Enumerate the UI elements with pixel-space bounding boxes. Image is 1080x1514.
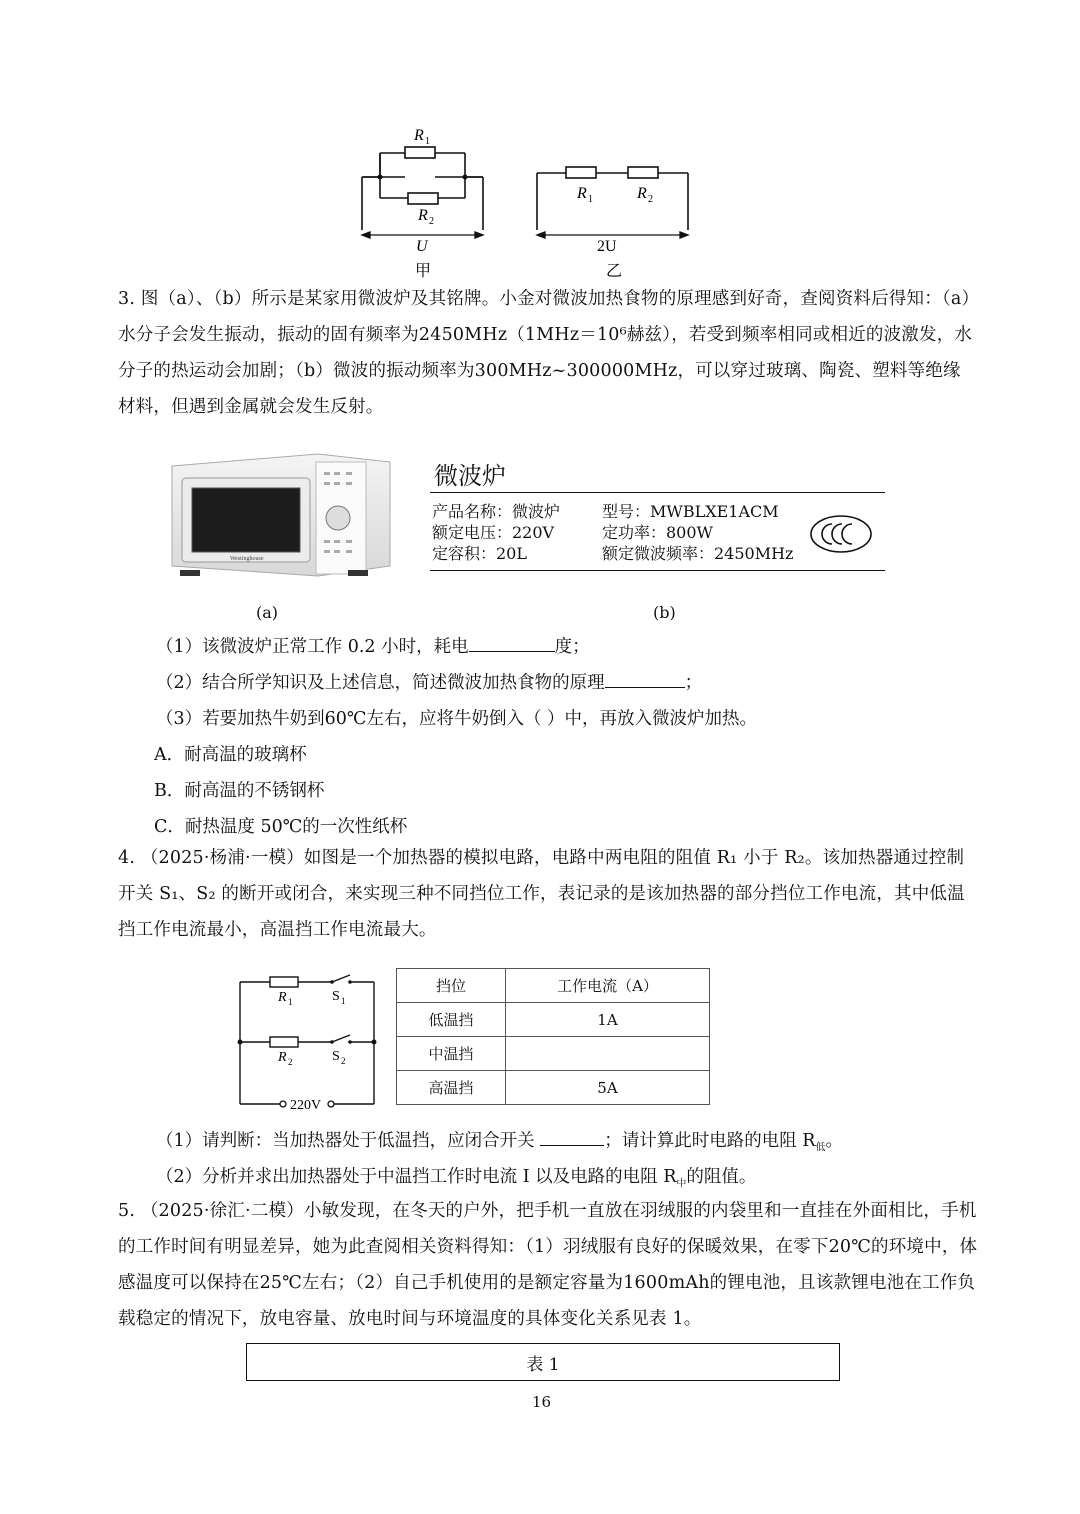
label-r1-left-sub: 1 <box>425 136 430 147</box>
table-header-row <box>397 969 710 1003</box>
table-row <box>397 1037 710 1071</box>
resistor-r1-left <box>405 147 435 158</box>
label-r2-left-sub: 2 <box>429 216 434 227</box>
page-number: 16 <box>532 1393 552 1411</box>
caption-b: (b) <box>653 603 676 622</box>
nameplate-top-rule <box>430 492 885 493</box>
q3-option-a[interactable]: A．耐高温的玻璃杯 <box>154 745 307 765</box>
table-1-title: 表 1 <box>526 1354 560 1375</box>
heater-label-r2: R <box>278 1050 287 1065</box>
q5-text: 5. （2025·徐汇·二模）小敏发现，在冬天的户外，把手机一直放在羽绒服的内袋里和一直挂在外面相比，手机的工作时间有明显差异，她为此查阅相关资料得知：（1）羽绒服有良好的保暖效果，在零下20℃的环境中，体感温度可以保持在25℃左右；（2）自己手机使用的是额定容量为1600mAh的锂电池，且该款锂电池在工作负载稳定的情况下，放电容量、放电时间与环境温度的具体变化关系见表 1。 <box>118 1201 978 1329</box>
q4-sub1-text2: ；请计算此时电路的电阻 R <box>604 1131 816 1151</box>
q4-sub1-blank[interactable] <box>540 1129 604 1146</box>
q4-sub1-text: （1）请判断：当加热器处于低温挡，应闭合开关 <box>156 1131 535 1151</box>
q4-sub1-end: 。 <box>825 1131 843 1151</box>
table-header-cell: 工作电流（A） <box>506 969 710 1003</box>
heater-label-s1-sub: 1 <box>341 996 346 1006</box>
label-voltage-right: 2U <box>597 238 617 255</box>
nameplate-model: 型号：MWBLXE1ACM <box>602 502 779 521</box>
nameplate-bottom-rule <box>430 570 885 571</box>
heater-label-r1: R <box>278 990 287 1005</box>
caption-right: 乙 <box>606 263 623 280</box>
q3-sub2-text: （2）结合所学知识及上述信息，简述微波加热食物的原理 <box>156 673 605 693</box>
nameplate-frequency: 额定微波频率：2450MHz <box>602 544 794 563</box>
label-r1-right: R <box>577 185 587 202</box>
nameplate-title: 微波炉 <box>434 462 506 490</box>
heater-label-s1: S <box>332 989 340 1004</box>
table-cell: 低温挡 <box>397 1003 506 1037</box>
q3-sub3: （3）若要加热牛奶到60℃左右，应将牛奶倒入（ ）中，再放入微波炉加热。 <box>156 709 758 729</box>
table-cell: 5A <box>506 1071 710 1105</box>
table-row <box>397 1003 710 1037</box>
q4-sub2-end: 的阻值。 <box>686 1167 757 1187</box>
table-cell: 中温挡 <box>397 1037 506 1071</box>
resistor-r1-right <box>566 167 596 178</box>
heater-label-r2-sub: 2 <box>288 1057 293 1067</box>
nameplate-power: 定功率：800W <box>602 523 713 542</box>
q4-sub2-sub: 中 <box>676 1178 687 1190</box>
resistor-r2-left <box>408 193 438 204</box>
terminal-right <box>328 1101 334 1107</box>
q3-option-b[interactable]: B．耐高温的不锈钢杯 <box>154 781 325 801</box>
q3-sub1-text: （1）该微波炉正常工作 0.2 小时，耗电 <box>156 637 469 657</box>
q3-sub2-blank[interactable] <box>605 671 685 688</box>
q4-sub2-text: （2）分析并求出加热器处于中温挡工作时电流 I 以及电路的电阻 R <box>156 1167 677 1187</box>
q3-sub1 <box>156 633 590 658</box>
q4-sub2 <box>156 1163 756 1190</box>
heater-current-table <box>396 968 710 1105</box>
table-row <box>397 1071 710 1105</box>
label-r1-right-sub: 1 <box>588 194 593 205</box>
label-r2-left: R <box>418 207 428 224</box>
heater-label-s2: S <box>332 1049 340 1064</box>
table-cell: 1A <box>506 1003 710 1037</box>
q3-text: 3. 图（a）、（b）所示是某家用微波炉及其铭牌。小金对微波加热食物的原理感到好奇，查阅资料后得知：（a）水分子会发生振动，振动的固有频率为2450MHz（1MHz＝10⁶赫兹），若受到频率相同或相近的波激发，水分子的热运动会加剧；（b）微波的振动频率为300MHz~300000MHz，可以穿过玻璃、陶瓷、塑料等绝缘材料，但遇到金属就会发生反射。 <box>118 289 973 417</box>
series-circuit <box>537 173 688 230</box>
microwave-brand: Westinghouse <box>230 556 264 562</box>
table-header-cell: 挡位 <box>397 969 506 1003</box>
heater-label-s2-sub: 2 <box>341 1056 346 1066</box>
nameplate-volume: 定容积：20L <box>432 544 527 563</box>
label-r1-left: R <box>414 127 424 144</box>
q3-sub2 <box>156 669 702 694</box>
heater-resistor-r2 <box>270 1037 298 1047</box>
heater-label-r1-sub: 1 <box>288 997 293 1007</box>
q3-sub1-blank[interactable] <box>469 635 555 652</box>
q3-option-c[interactable]: C．耐热温度 50℃的一次性纸杯 <box>154 817 408 837</box>
label-r2-right: R <box>637 185 647 202</box>
label-r2-right-sub: 2 <box>648 194 653 205</box>
caption-a: (a) <box>256 603 279 622</box>
terminal-left <box>280 1101 286 1107</box>
microwave-nameplate <box>430 452 885 577</box>
heater-label-source: 220V <box>290 1098 322 1113</box>
heater-circuit <box>232 972 382 1114</box>
table-1-title-box <box>246 1343 840 1381</box>
q4-sub1 <box>156 1127 843 1154</box>
caption-left: 甲 <box>415 263 432 280</box>
nameplate-voltage: 额定电压：220V <box>432 523 555 542</box>
q3-sub2-end: ； <box>684 673 703 693</box>
nameplate-product: 产品名称：微波炉 <box>432 502 561 521</box>
top-circuit-figure <box>350 120 710 280</box>
q4-sub1-sub: 低 <box>815 1142 826 1154</box>
resistor-r2-right <box>628 167 658 178</box>
q4-text: 4. （2025·杨浦·一模）如图是一个加热器的模拟电路，电路中两电阻的阻值 R₁ 小于 R₂。该加热器通过控制开关 S₁、S₂ 的断开或闭合，来实现三种不同挡位工作，表记录的是该加热器的部分挡位工作电流，其中低温挡工作电流最小，高温挡工作电流最大。 <box>118 848 965 940</box>
label-voltage-left: U <box>416 238 428 255</box>
ccc-mark-icon <box>808 512 874 556</box>
microwave-image <box>168 448 398 586</box>
table-cell: 高温挡 <box>397 1071 506 1105</box>
q3-sub1-end: 度； <box>554 637 590 657</box>
table-cell <box>506 1037 710 1071</box>
heater-resistor-r1 <box>270 977 298 987</box>
